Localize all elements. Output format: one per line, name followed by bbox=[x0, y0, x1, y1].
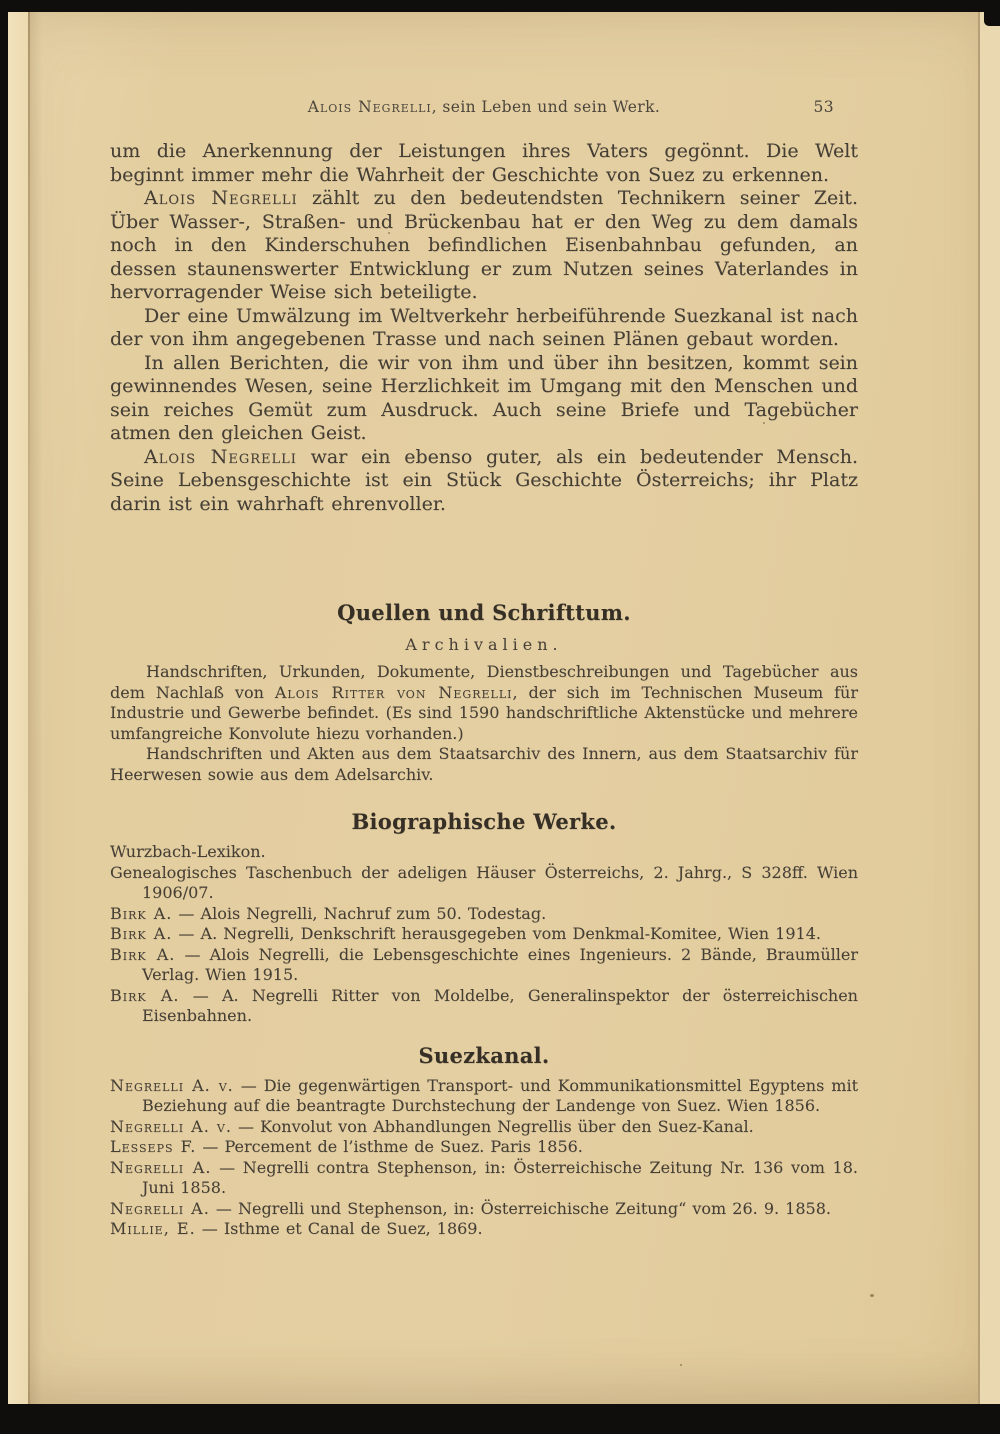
section-heading-quellen: Quellen und Schrifttum. bbox=[337, 600, 631, 625]
entry-author: Birk A. bbox=[110, 924, 173, 943]
header-title-rest: , sein Leben und sein Werk. bbox=[431, 98, 661, 116]
sources-paragraph-1 bbox=[110, 662, 858, 744]
bibliography-entry bbox=[110, 1199, 858, 1220]
entry-text: — Percement de l’isthme de Suez. Paris 1856. bbox=[196, 1137, 583, 1156]
entry-author: Birk A. bbox=[110, 944, 176, 964]
smallcaps-name: Alois Negrelli bbox=[144, 187, 298, 209]
running-header bbox=[110, 98, 858, 116]
bibliography-entry bbox=[110, 1219, 858, 1240]
paragraph-text: , der sich im Technischen Museum für Industrie und Gewerbe befindet. (Es sind 1590 handschriftliche Aktenstücke und mehrere umfangreiche Konvolute hiezu vorhanden.) bbox=[110, 682, 858, 743]
smallcaps-name: Alois Ritter von Negrelli bbox=[274, 682, 513, 702]
entry-text: Wurzbach-Lexikon. bbox=[110, 842, 266, 861]
header-title bbox=[308, 98, 660, 116]
entry-text: — Konvolut von Abhandlungen Negrellis über den Suez-Kanal. bbox=[231, 1116, 754, 1136]
body-paragraph-4: In allen Berichten, die wir von ihm und über ihn besitzen, kommt sein gewinnendes Wesen, seine Herzlichkeit im Umgang mit den Menschen und sein reiches Gemüt zum Ausdruck. Auch seine Briefe und Tagebücher atmen den gleichen Geist. bbox=[110, 351, 858, 444]
main-text bbox=[110, 140, 858, 516]
entry-author: Negrelli A. bbox=[110, 1157, 212, 1177]
archivalien-text bbox=[110, 662, 858, 785]
bibliography-entry bbox=[110, 986, 858, 1027]
bibliography-entry bbox=[110, 924, 858, 945]
suezkanal-bibliography bbox=[110, 1076, 858, 1240]
bibliography-entry bbox=[110, 945, 858, 986]
body-paragraph-3: Der eine Umwälzung im Weltverkehr herbeiführende Suezkanal ist nach der von ihm angegebenen Trasse und nach seinen Plänen gebaut worden. bbox=[110, 304, 858, 350]
page-gutter-highlight bbox=[8, 12, 28, 1404]
body-paragraph-2 bbox=[110, 187, 858, 305]
entry-text: — Negrelli und Stephenson, in: Österreichische Zeitung“ vom 26. 9. 1858. bbox=[209, 1198, 831, 1218]
bibliography-entry bbox=[110, 1076, 858, 1117]
gutter-crease-shadow bbox=[30, 12, 42, 1404]
scan-speck bbox=[870, 1294, 874, 1297]
paragraph-text: zählt zu den bedeutendsten Technikern seiner Zeit. Über Wasser-, Straßen- und Brückenbau hat er den Weg zu dem damals noch in den Kinderschuhen befindlichen Eisenbahnbau gefunden, an dessen staunenswerter Entwicklung er zum Nutzen seines Vaterlandes in hervorragender Weise sich beteiligte. bbox=[110, 187, 858, 303]
book-page bbox=[8, 12, 1000, 1404]
scan-speck bbox=[763, 422, 765, 424]
body-paragraph-5 bbox=[110, 446, 858, 517]
entry-text: — Alois Negrelli, Nachruf zum 50. Todestag. bbox=[172, 903, 547, 923]
biographical-bibliography bbox=[110, 842, 858, 1027]
section-heading-biographische: Biographische Werke. bbox=[351, 809, 617, 834]
page-content bbox=[110, 98, 858, 1240]
page-number: 53 bbox=[813, 98, 834, 116]
bibliography-entry bbox=[110, 842, 858, 863]
scan-corner-blot bbox=[984, 12, 1000, 26]
entry-text: — Negrelli contra Stephenson, in: Österreichische Zeitung Nr. 136 vom 18. Juni 1858. bbox=[142, 1157, 859, 1197]
paragraph-text: Handschriften, Urkunden, Dokumente, Dienstbeschreibungen und Tagebücher aus dem Nachlaß von bbox=[110, 662, 858, 702]
subheading-archivalien: Archivalien. bbox=[405, 635, 563, 654]
scan-speck bbox=[680, 1364, 682, 1366]
bibliography-entry bbox=[110, 904, 858, 925]
entry-text: — A. Negrelli, Denkschrift herausgegeben vom Denkmal-Komitee, Wien 1914. bbox=[172, 924, 821, 943]
entry-author: Negrelli A. v. bbox=[110, 1075, 234, 1095]
sources-paragraph-2: Handschriften und Akten aus dem Staatsarchiv des Innern, aus dem Staatsarchiv für Heerwesen sowie aus dem Adelsarchiv. bbox=[110, 744, 858, 784]
entry-text: — A. Negrelli Ritter von Moldelbe, Generalinspektor der österreichischen Eisenbahnen. bbox=[142, 985, 858, 1025]
scan-bottom-edge bbox=[0, 1404, 1000, 1434]
underpage-edge bbox=[978, 12, 1000, 1404]
smallcaps-name: Alois Negrelli bbox=[144, 445, 297, 468]
entry-text: — Isthme et Canal de Suez, 1869. bbox=[195, 1219, 483, 1238]
entry-text: Genealogisches Taschenbuch der adeligen Häuser Österreichs, 2. Jahrg., S 328ff. Wien 1906/07. bbox=[110, 862, 858, 902]
entry-text: — Die gegenwärtigen Transport- und Kommunikationsmittel Egyptens mit Beziehung auf die beantragte Durchstechung der Landenge von Suez. Wien 1856. bbox=[142, 1075, 858, 1115]
body-paragraph-1: um die Anerkennung der Leistungen ihres Vaters gegönnt. Die Welt beginnt immer mehr die Wahrheit der Geschichte von Suez zu erkennen. bbox=[110, 140, 858, 186]
bibliography-entry bbox=[110, 1137, 858, 1158]
section-heading-suezkanal: Suezkanal. bbox=[418, 1042, 550, 1068]
entry-author: Birk A. bbox=[110, 903, 173, 923]
entry-author: Birk A. bbox=[110, 985, 180, 1005]
paragraph-text: war ein ebenso guter, als ein bedeutender Mensch. Seine Lebensgeschichte ist ein Stück Geschichte Österreichs; ihr Platz darin ist ein wahrhaft ehrenvoller. bbox=[110, 445, 858, 515]
bibliography-entry bbox=[110, 863, 858, 904]
bibliography-entry bbox=[110, 1117, 858, 1138]
bibliography-entry bbox=[110, 1158, 858, 1199]
header-title-name: Alois Negrelli bbox=[307, 98, 432, 116]
scan-speck bbox=[388, 232, 390, 234]
entry-author: Negrelli A. v. bbox=[110, 1116, 232, 1136]
entry-author: Lesseps F. bbox=[110, 1137, 197, 1156]
entry-text: — Alois Negrelli, die Lebensgeschichte eines Ingenieurs. 2 Bände, Braumüller Verlag. Wien 1915. bbox=[142, 944, 858, 984]
entry-author: Negrelli A. bbox=[110, 1198, 210, 1218]
entry-author: Millie, E. bbox=[110, 1219, 196, 1238]
